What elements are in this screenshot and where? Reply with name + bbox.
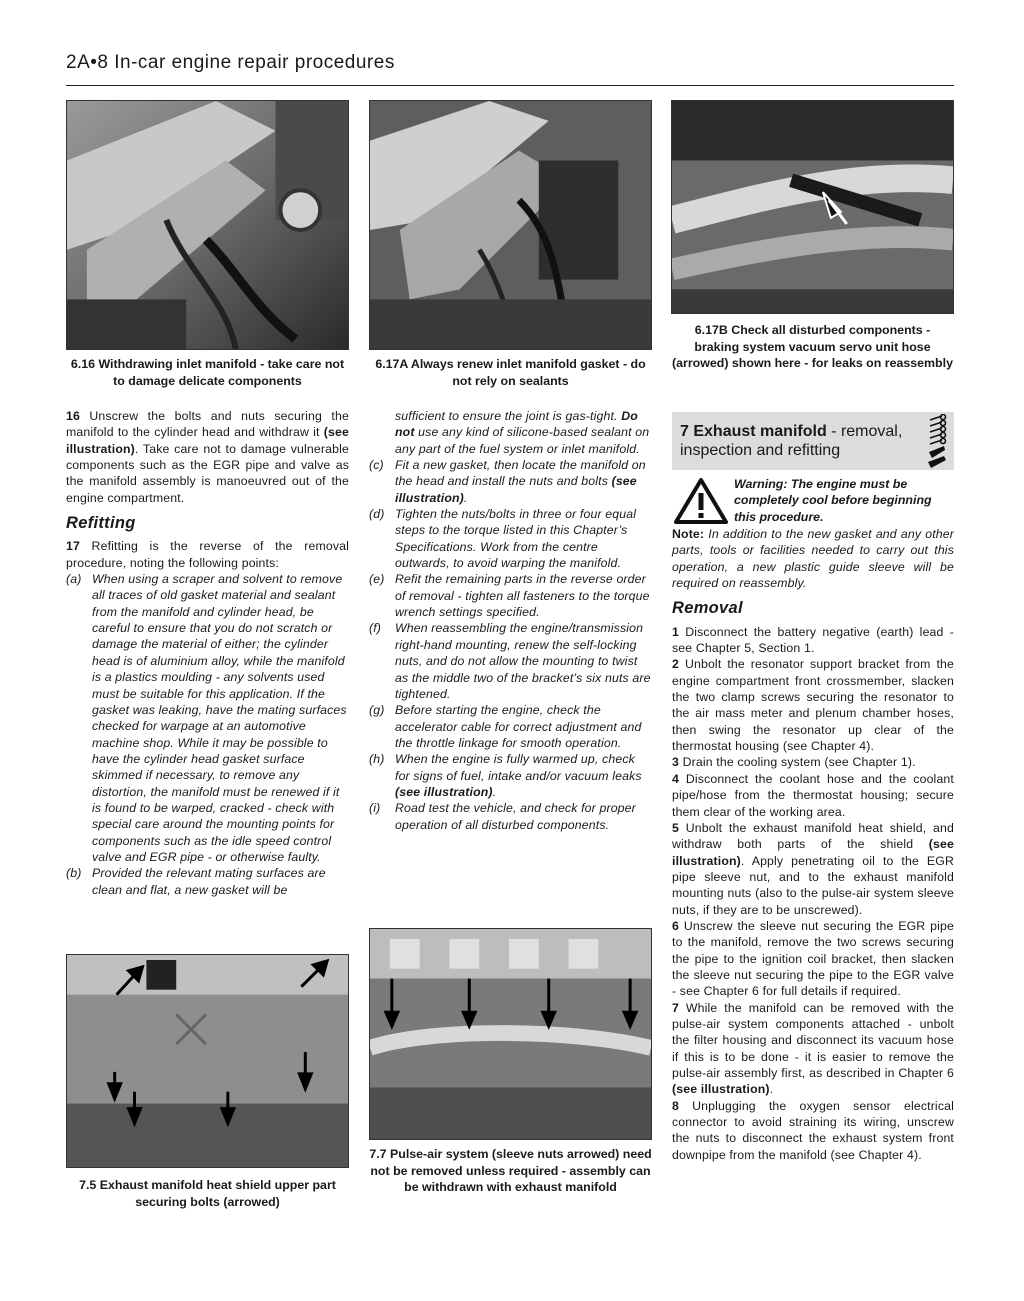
warning-triangle-icon [674,478,728,524]
list-item-a [66,571,349,865]
see-illustration-link: (see illustration) [672,837,954,868]
step-text: . Take care not to damage vulnerable components such as the EGR pipe and valve as the manifold assembly is manoeuvred out of the engine compartment. [66,441,349,505]
paragraph-17 [66,538,349,571]
photo-7-7 [369,928,652,1140]
step-text: . Apply penetrating oil to the EGR pipe sleeve nut, and to the exhaust manifold mounting nuts (also to the pulse-air system sleeve nuts, if they are to be unscrewed). [672,853,954,917]
step-number: 3 [672,755,679,770]
step-number: 2 [672,657,679,672]
list-text: When reassembling the engine/transmission right-hand mounting, renew the self-locking nuts, and do not allow the mounting to twist as the middle two of the bracket’s six nuts are tightened. [395,621,651,701]
caption-6-16: 6.16 Withdrawing inlet manifold - take care not to damage delicate components [70,357,345,388]
step-4 [672,771,954,820]
section-header-box [672,412,954,470]
step-8 [672,1098,954,1163]
list-label: (g) [369,703,385,718]
list-text: sufficient to ensure the joint is gas-tight. [395,409,618,423]
list-text: Provided the relevant mating surfaces are clean and flat, a new gasket will be [92,866,326,897]
photo-6-16 [66,100,349,350]
warning-text: Warning: The engine must be completely cool before beginning this procedure. [734,477,932,524]
page-title: 2A•8 In-car engine repair procedures [66,52,395,73]
caption-6-17b: 6.17B Check all disturbed components - braking system vacuum servo unit hose (arrowed) shown here - for leaks on reassembly [672,323,953,370]
text-column-1 [66,408,349,898]
step-number: 4 [672,771,679,786]
list-text: When using a scraper and solvent to remove all traces of old gasket material and sealant from the manifold and cylinder head, be careful to ensure that you do not scratch or damage the material of either; the cylinder head is of aluminium alloy, while the manifold is a plastics moulding - any solvents used must be suitable for this application. If the gasket was leaking, have the mating surfaces checked for warpage at an automotive machine shop. While it may be possible to have the cylinder head gasket surface skimmed if necessary, to remove any distortion, the manifold must be renewed if it is found to be warped, cracked - check with special care around the mounting points for components such as the idle speed control valve and EGR pipe - or otherwise faulty. [92,572,347,864]
list-text: Road test the vehicle, and check for proper operation of all disturbed components. [395,801,636,832]
photo-6-17b [671,100,954,314]
text-column-2 [369,408,652,833]
step-number: 7 [672,1000,679,1015]
see-illustration-link: (see illustration) [66,425,349,456]
see-illustration-link: (see illustration) [395,784,493,799]
page-header [66,50,954,86]
step-2 [672,656,954,754]
list-label: (d) [369,507,385,522]
list-label: (e) [369,572,385,587]
step-number: 1 [672,624,679,639]
section-name: Exhaust manifold [693,423,827,440]
subheading-removal: Removal [672,599,743,618]
subheading-refitting: Refitting [66,514,136,533]
caption-7-7: 7.7 Pulse-air system (sleeve nuts arrowed) need not be removed unless required - assembly can be withdrawn with exhaust manifold [369,1147,652,1194]
step-1 [672,624,954,657]
step-text: Disconnect the battery negative (earth) lead - see Chapter 5, Section 1. [672,624,954,656]
section-subtitle: - removal, inspection and refitting [680,423,903,459]
paragraph-16 [66,408,349,506]
photo-6-17a [369,100,652,350]
step-number: 8 [672,1098,679,1113]
list-item-e [369,571,652,620]
list-label: (h) [369,752,385,767]
list-item-h: (h) When the engine is fully warmed up, check for signs of fuel, intake and/or vacuum leaks (see illustration). [369,752,642,799]
step-text: Drain the cooling system (see Chapter 1). [682,755,916,770]
list-item-d [369,506,652,571]
list-item-b [66,865,349,898]
note-label: Note: [672,527,705,541]
step-6 [672,918,954,1000]
step-number: 16 [66,409,80,423]
see-illustration-link: (see illustration) [672,1082,770,1097]
step-7: 7 While the manifold can be removed with the pulse-air system components attached - unbolt the filter housing and disconnect its vacuum hose if this is to be done - it is easier to remove the pulse-air assembly first, as described in Chapter 6 (see illustration). [672,1000,954,1097]
photo-7-5 [66,954,349,1168]
step-text: Unbolt the exhaust manifold heat shield, and withdraw both parts of the shield [672,820,954,852]
list-text: use any kind of silicone-based sealant on any part of the fuel system or inlet manifold. [395,425,650,456]
step-5 [672,820,954,918]
list-item-i [369,800,652,833]
step-text: Unscrew the bolts and nuts securing the manifold to the cylinder head and withdraw it [66,409,349,440]
caption-6-17a: 6.17A Always renew inlet manifold gasket - do not rely on sealants [375,357,646,388]
list-text: Tighten the nuts/bolts in three or four equal steps to the torque listed in this Chapter’s Specifications. Work from the centre outwards, to avoid warping the manifold. [395,507,637,571]
list-text: Before starting the engine, check the accelerator cable for correct adjustment and the throttle linkage for smooth operation. [395,703,642,750]
step-text: Unplugging the oxygen sensor electrical connector to avoid straining its wiring, unscrew the nuts to disconnect the exhaust system front downpipe from the manifold (see Chapter 4). [672,1098,954,1162]
list-text: Refit the remaining parts in the reverse order of removal - tighten all fasteners to the torque wrench settings specified. [395,572,650,620]
list-label: (i) [369,801,381,816]
list-label: (a) [66,572,82,587]
note-text: In addition to the new gasket and any other parts, tools or facilities needed to carry out this operation, a new plastic guide sleeve will be required on reassembly. [672,527,954,591]
caption-7-5: 7.5 Exhaust manifold heat shield upper part securing bolts (arrowed) [79,1178,336,1209]
see-illustration-link: (see illustration) [395,474,637,505]
list-label: (f) [369,621,382,636]
difficulty-wrench-icon [926,414,948,470]
step-text: Refitting is the reverse of the removal procedure, noting the following points: [66,539,349,570]
text-column-3 [672,526,954,1163]
note-paragraph [672,526,954,591]
step-text: Unscrew the sleeve nut securing the EGR pipe to the manifold, remove the two screws securing the pipe to the ignition coil bracket, then slacken the sleeve nut securing the pipe to the EGR valve - see Chapter 6 for full details if required. [672,918,954,999]
list-label: (b) [66,866,82,881]
section-number: 7 [680,423,689,440]
step-text: Unbolt the resonator support bracket from the engine compartment front crossmember, slacken the two clamp screws securing the resonator to the air mass meter and plenum chamber hoses, then swing the resonator up clear of the thermostat housing (see Chapter 4). [672,657,954,754]
list-label: (c) [369,458,384,473]
step-text: Disconnect the coolant hose and the coolant pipe/hose from the thermostat housing; secure them clear of the working area. [672,771,954,819]
section-title [680,422,920,460]
list-text: Fit a new gasket, then locate the manifold on the head and install the nuts and bolts [395,458,646,489]
list-item-c: (c) Fit a new gasket, then locate the manifold on the head and install the nuts and bolts (see illustration). [369,458,646,505]
step-text: While the manifold can be removed with the pulse-air system components attached - unbolt the filter housing and disconnect its vacuum hose if this is to be done - it is easier to remove the pulse-air assembly first, as described in Chapter 6 [672,1000,954,1080]
step-number: 5 [672,820,679,835]
list-text: When the engine is fully warmed up, check for signs of fuel, intake and/or vacuum leaks [395,752,642,783]
step-3 [672,754,954,770]
step-number: 6 [672,918,679,933]
list-item-b-continued [369,408,652,457]
step-number: 17 [66,539,80,554]
list-item-f [369,620,652,702]
list-item-g [369,702,652,751]
emphasis-text: Do not [395,409,638,440]
